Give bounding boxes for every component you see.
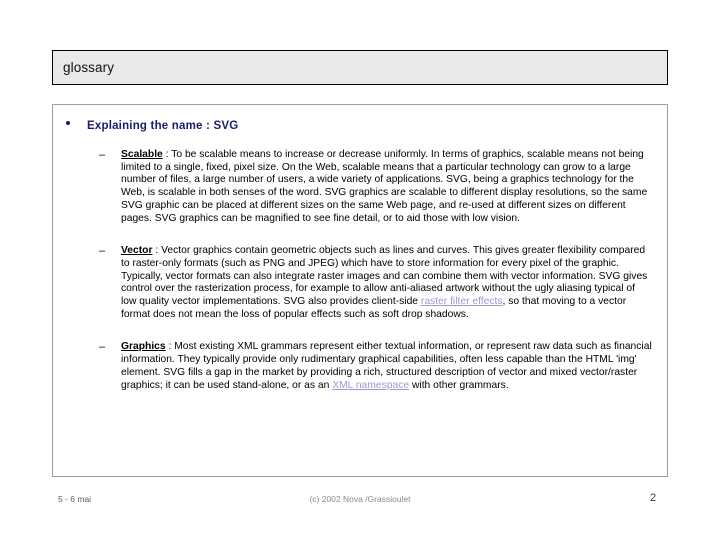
link-xml-namespace[interactable]: XML namespace [332,379,410,391]
glossary-item-paragraph [121,341,653,392]
slide-content-box [52,104,668,477]
dash-marker-icon: – [99,245,106,258]
glossary-item-paragraph [121,245,653,321]
glossary-separator: : [165,341,175,353]
glossary-definition-text-tail: with other grammars. [409,379,509,391]
link-raster-filter-effects[interactable]: raster filter effects [420,296,503,308]
page-title: glossary [63,60,115,75]
glossary-separator: : [152,245,162,257]
dash-marker-icon: – [99,149,106,161]
slide-title-box [52,50,668,85]
footer-date: 5 - 6 mai [58,494,92,504]
footer-page-number: 2 [650,492,657,504]
footer-copyright: (c) 2002 Nova /Grassioulet [309,494,411,504]
glossary-definition-text-tail: , so that moving to a vector format does not mean the loss of popular effects such as soft drop shadows. [121,296,627,320]
bullet-dot-icon [66,121,70,125]
slide-footer [0,494,720,514]
glossary-item-scalable [53,149,667,225]
dash-marker-icon: – [99,341,106,354]
glossary-item-graphics [53,341,667,392]
glossary-definition-text: To be scalable means to increase or decrease uniformly. In terms of graphics, scalable means not being limited to a single, fixed, pixel size. On the Web, scalable means that a particular technology can grow to a large number of files, a large number of users, a wide variety of applications. SVG, being a graphics technology for the Web, is scalable in both senses of the word. SVG graphics are scalable to different display resolutions, so the same SVG graphic can be placed at different sizes on the same Web page, and re-used at different sizes on different pages. SVG graphics can be magnified to see fine detail, or to aid those with low vision. [121,149,648,224]
glossary-list [53,149,667,392]
glossary-definition-text: Vector graphics contain geometric objects such as lines and curves. This gives greater flexibility compared to raster-only formats (such as PNG and JPEG) which have to store information for every pixel of the graphic. Typically, vector formats can also integrate raster images and can combine them with vector information. SVG gives control over the rasterization process, for example to allow anti-aliased artwork without the ugly aliasing typical of low quality vector implementations. SVG also provides client-side [121,245,648,308]
glossary-term: Graphics [121,341,166,353]
glossary-separator: : [162,149,172,160]
glossary-definition-text: Most existing XML grammars represent either textual information, or represent raw data such as financial information. They typically provide only rudimentary graphical capabilities, often less capable than the HTML 'img' element. SVG fills a gap in the market by providing a rich, structured description of vector and mixed vector/raster graphics; it can be used stand-alone, or as an [121,341,652,391]
glossary-term: Vector [121,245,153,257]
glossary-item-paragraph [121,149,653,225]
glossary-term: Scalable [121,149,163,160]
glossary-item-vector [53,245,667,321]
bullet-level1-label: Explaining the name : SVG [87,120,239,132]
bullet-item-level1 [53,116,667,134]
